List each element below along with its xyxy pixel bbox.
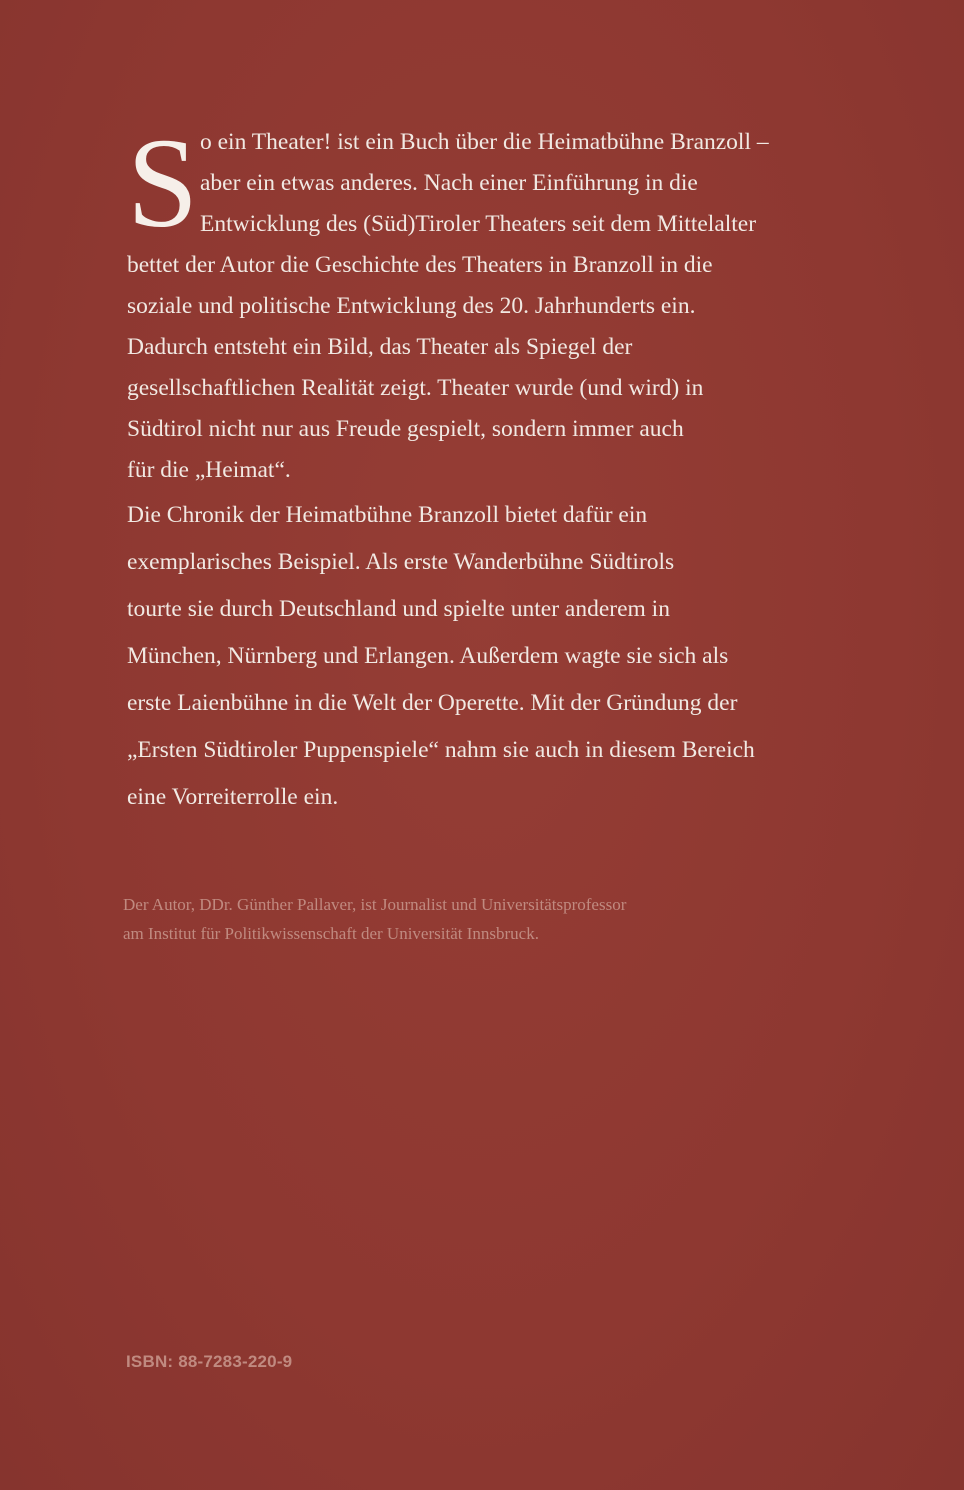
text-line: Dadurch entsteht ein Bild, das Theater als Spiegel der (127, 334, 633, 360)
text-line: für die „Heimat“. (127, 457, 291, 483)
text-line: tourte sie durch Deutschland und spielte unter anderem in (127, 596, 670, 622)
blurb-text (127, 112, 857, 821)
text-line: „Ersten Südtiroler Puppenspiele“ nahm sie auch in diesem Bereich (127, 737, 755, 763)
author-line: Der Autor, DDr. Günther Pallaver, ist Journalist und Universitätsprofessor (123, 895, 627, 914)
text-line: exemplarisches Beispiel. Als erste Wanderbühne Südtirols (127, 549, 675, 575)
text-line: o ein Theater! ist ein Buch über die Heimatbühne Branzoll – (200, 129, 769, 155)
text-line: bettet der Autor die Geschichte des Theaters in Branzoll in die (127, 252, 713, 278)
text-line: gesellschaftlichen Realität zeigt. Theater wurde (und wird) in (127, 375, 704, 401)
text-line: Die Chronik der Heimatbühne Branzoll bietet dafür ein (127, 502, 648, 528)
text-line: Entwicklung des (Süd)Tiroler Theaters seit dem Mittelalter (200, 211, 757, 237)
paragraph-2 (127, 491, 857, 821)
paragraph-1 (127, 112, 857, 491)
isbn-number: ISBN: 88-7283-220-9 (126, 1352, 293, 1371)
drop-cap: S (127, 112, 199, 254)
text-line: eine Vorreiterrolle ein. (127, 784, 339, 810)
author-line: am Institut für Politikwissenschaft der Universität Innsbruck. (123, 924, 539, 943)
text-line: aber ein etwas anderes. Nach einer Einführung in die (200, 170, 698, 196)
author-note (123, 890, 843, 948)
text-line: soziale und politische Entwicklung des 20. Jahrhunderts ein. (127, 293, 696, 319)
text-line: erste Laienbühne in die Welt der Operette. Mit der Gründung der (127, 690, 738, 716)
text-line: Südtirol nicht nur aus Freude gespielt, sondern immer auch (127, 416, 684, 442)
text-line: München, Nürnberg und Erlangen. Außerdem wagte sie sich als (127, 643, 729, 669)
